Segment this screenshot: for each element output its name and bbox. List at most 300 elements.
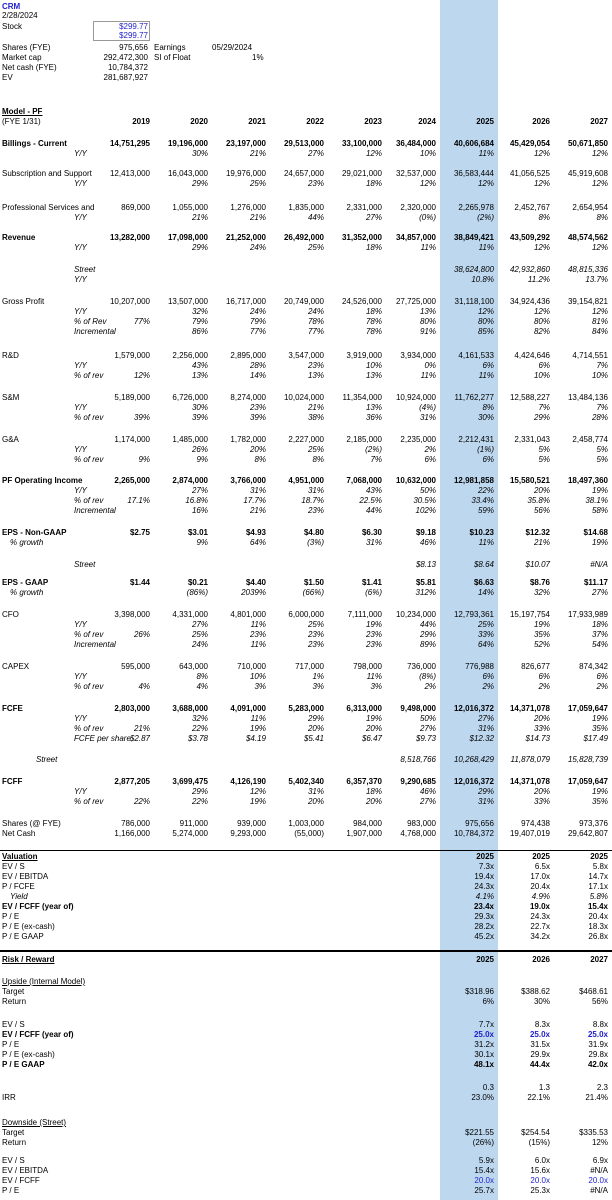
valuation-cell[interactable]: 6.5x <box>534 862 550 871</box>
cell[interactable]: $6.30 <box>361 528 382 537</box>
cell[interactable]: 21% <box>191 213 208 222</box>
cell[interactable]: 24% <box>249 307 266 316</box>
cell[interactable]: 1,055,000 <box>172 203 208 212</box>
cell[interactable]: $4.40 <box>245 578 266 587</box>
cell[interactable]: 11,878,079 <box>510 755 550 764</box>
cell[interactable]: $1.41 <box>361 578 382 587</box>
cell[interactable]: 6% <box>538 672 550 681</box>
cell[interactable]: 4,331,000 <box>172 610 208 619</box>
irr-cell[interactable]: 21.4% <box>585 1093 608 1102</box>
cell[interactable]: $12.32 <box>525 528 550 537</box>
irr-cell[interactable]: 23.0% <box>471 1093 494 1102</box>
cell[interactable]: 80% <box>533 317 550 326</box>
cell[interactable]: 29% <box>191 179 208 188</box>
cell[interactable]: 23% <box>307 506 324 515</box>
cell[interactable]: 37% <box>591 630 608 639</box>
valuation-cell[interactable]: 15.4x <box>587 902 608 911</box>
cell[interactable]: $17.49 <box>583 734 608 743</box>
cell[interactable]: 78% <box>365 327 382 336</box>
cell[interactable]: 21% <box>249 506 266 515</box>
cell[interactable]: 312% <box>415 588 436 597</box>
cell[interactable]: 31% <box>419 413 436 422</box>
cell[interactable]: 22% <box>477 486 494 495</box>
cell[interactable]: 2,803,000 <box>114 704 150 713</box>
cell[interactable]: 38,849,421 <box>453 233 494 242</box>
cell[interactable]: 78% <box>307 317 324 326</box>
cell[interactable]: 13% <box>419 307 436 316</box>
upside-row-cell[interactable]: 6% <box>482 997 494 1006</box>
cell[interactable]: 20% <box>533 486 550 495</box>
cell[interactable]: 12% <box>533 243 550 252</box>
valuation-cell[interactable]: 34.2x <box>530 932 550 941</box>
upside-multiple-row-cell[interactable]: 31.5x <box>530 1040 550 1049</box>
cell[interactable]: (2%) <box>365 445 382 454</box>
cell[interactable]: 13.7% <box>585 275 608 284</box>
cell[interactable]: 12% <box>419 179 436 188</box>
cell[interactable]: 1,174,000 <box>114 435 150 444</box>
cell[interactable]: $10.07 <box>525 560 550 569</box>
cell[interactable]: 56% <box>533 506 550 515</box>
cell[interactable]: (8%) <box>419 672 436 681</box>
cell[interactable]: 86% <box>191 327 208 336</box>
cell[interactable]: 2,458,774 <box>572 435 608 444</box>
cell[interactable]: 11% <box>478 149 494 158</box>
cell[interactable]: $14.73 <box>525 734 550 743</box>
cell[interactable]: 11% <box>478 371 494 380</box>
cell[interactable]: 11% <box>420 371 436 380</box>
cell[interactable]: 11% <box>420 243 436 252</box>
cell[interactable]: 31% <box>477 797 494 806</box>
date[interactable]: 2/28/2024 <box>2 11 38 20</box>
cell[interactable]: 12% <box>591 179 608 188</box>
cell[interactable]: 35.8% <box>527 496 550 505</box>
cell[interactable]: $2.87 <box>129 734 150 743</box>
cell[interactable]: 39% <box>249 413 266 422</box>
cell[interactable]: 19% <box>365 714 382 723</box>
cell[interactable]: 4,126,190 <box>230 777 266 786</box>
cell[interactable]: 32,537,000 <box>395 169 436 178</box>
cell[interactable]: 10,632,000 <box>395 476 436 485</box>
cell[interactable]: 80% <box>477 317 494 326</box>
cell[interactable]: 22% <box>191 797 208 806</box>
cell[interactable]: 19% <box>591 538 608 547</box>
cell[interactable]: 3,766,000 <box>230 476 266 485</box>
cell[interactable]: 717,000 <box>295 662 324 671</box>
cell[interactable]: 11% <box>250 714 266 723</box>
cell[interactable]: $1.44 <box>129 578 150 587</box>
upside-row-cell[interactable]: $388.62 <box>521 987 550 996</box>
cell[interactable]: 5% <box>596 455 608 464</box>
cell[interactable]: 10,234,000 <box>395 610 436 619</box>
cell[interactable]: 43,509,292 <box>509 233 550 242</box>
cell[interactable]: 10,924,000 <box>395 393 436 402</box>
valuation-cell[interactable]: 18.3x <box>588 922 608 931</box>
cell[interactable]: 29% <box>477 787 494 796</box>
cell[interactable]: 11% <box>366 672 382 681</box>
cell[interactable]: 14% <box>249 371 266 380</box>
year-header[interactable]: 2026 <box>532 117 550 126</box>
year-header[interactable]: 2024 <box>418 117 436 126</box>
cell[interactable]: 46% <box>419 538 436 547</box>
cell[interactable]: 15,197,754 <box>509 610 550 619</box>
cell[interactable]: 6% <box>482 455 494 464</box>
cell[interactable]: $5.81 <box>415 578 436 587</box>
cell[interactable]: 2,227,000 <box>288 435 324 444</box>
downside-row-cell[interactable]: (15%) <box>528 1138 550 1147</box>
cell[interactable]: 3,919,000 <box>346 351 382 360</box>
cell[interactable]: 23% <box>307 179 324 188</box>
cell[interactable]: $4.80 <box>303 528 324 537</box>
cell[interactable]: 10% <box>249 672 266 681</box>
cell[interactable]: 54% <box>591 640 608 649</box>
cell[interactable]: 2,452,767 <box>514 203 550 212</box>
valuation-cell[interactable]: 14.7x <box>588 872 608 881</box>
valuation-cell[interactable]: 20.4x <box>530 882 550 891</box>
cell[interactable]: 43% <box>191 361 208 370</box>
cell[interactable]: 29% <box>191 243 208 252</box>
cell[interactable]: 13,507,000 <box>167 297 208 306</box>
cell[interactable]: 39,154,821 <box>567 297 608 306</box>
cell[interactable]: 31% <box>249 486 266 495</box>
upside-multiple-row-cell[interactable]: 29.9x <box>530 1050 550 1059</box>
cell[interactable]: 2% <box>596 682 608 691</box>
cell[interactable]: 20,749,000 <box>283 297 324 306</box>
cell[interactable]: 2% <box>424 682 436 691</box>
cell[interactable]: 38,624,800 <box>453 265 494 274</box>
downside-multiple-row-cell[interactable]: 20.0x <box>588 1176 608 1185</box>
valuation-cell[interactable]: 19.4x <box>474 872 494 881</box>
cell[interactable]: 21% <box>533 538 550 547</box>
cell[interactable]: 85% <box>477 327 494 336</box>
cell[interactable]: 27% <box>365 213 382 222</box>
cell[interactable]: 2,256,000 <box>172 351 208 360</box>
cell[interactable]: 25% <box>477 620 494 629</box>
cell[interactable]: $1.50 <box>303 578 324 587</box>
upside-multiple-row-cell[interactable]: 7.7x <box>478 1020 494 1029</box>
downside-multiple-row-cell[interactable]: #N/A <box>590 1166 608 1175</box>
cell[interactable]: 29,513,000 <box>283 139 324 148</box>
cell[interactable]: 1,782,000 <box>230 435 266 444</box>
cell[interactable]: 6,000,000 <box>288 610 324 619</box>
cell[interactable]: 12% <box>133 371 150 380</box>
cell[interactable]: 33% <box>533 797 550 806</box>
cell[interactable]: 19% <box>249 724 266 733</box>
cell[interactable]: 2% <box>482 682 494 691</box>
info-value[interactable]: $299.77 <box>119 22 148 31</box>
cell[interactable]: $11.17 <box>583 578 608 587</box>
cell[interactable]: 38% <box>307 413 324 422</box>
cell[interactable]: 8,518,766 <box>400 755 436 764</box>
cell[interactable]: 27% <box>591 588 608 597</box>
cell[interactable]: 2,877,205 <box>114 777 150 786</box>
downside-multiple-row-cell[interactable]: 20.0x <box>474 1176 494 1185</box>
cell[interactable]: 1,907,000 <box>346 829 382 838</box>
cell[interactable]: 22% <box>191 724 208 733</box>
cell[interactable]: 31% <box>477 724 494 733</box>
upside-multiple-row-cell[interactable]: 48.1x <box>473 1060 494 1069</box>
cell[interactable]: 45,919,608 <box>567 169 608 178</box>
cell[interactable]: 5% <box>538 445 550 454</box>
cell[interactable]: (66%) <box>302 588 324 597</box>
cell[interactable]: 16,717,000 <box>225 297 266 306</box>
cell[interactable]: 17.7% <box>243 496 266 505</box>
year-header[interactable]: 2022 <box>306 117 324 126</box>
cell[interactable]: 24,526,000 <box>341 297 382 306</box>
cell[interactable]: 19% <box>533 620 550 629</box>
cell[interactable]: 3% <box>312 682 324 691</box>
downside-multiple-row-cell[interactable]: 15.4x <box>474 1166 494 1175</box>
valuation-cell[interactable]: 20.4x <box>588 912 608 921</box>
cell[interactable]: 2,895,000 <box>230 351 266 360</box>
cell[interactable]: 2,331,000 <box>346 203 382 212</box>
valuation-cell[interactable]: 29.3x <box>474 912 494 921</box>
cell[interactable]: 2,235,000 <box>400 435 436 444</box>
cell[interactable]: 2,265,000 <box>114 476 150 485</box>
cell[interactable]: 19,976,000 <box>225 169 266 178</box>
cell[interactable]: 798,000 <box>353 662 382 671</box>
cell[interactable]: 10,024,000 <box>283 393 324 402</box>
cell[interactable]: 77% <box>307 327 324 336</box>
cell[interactable]: 24,657,000 <box>283 169 324 178</box>
cell[interactable]: 736,000 <box>407 662 436 671</box>
valuation-cell[interactable]: 5.8% <box>589 892 608 901</box>
cell[interactable]: 21% <box>249 149 266 158</box>
upside-multiple-row-cell[interactable]: 31.2x <box>474 1040 494 1049</box>
cell[interactable]: 79% <box>191 317 208 326</box>
cell[interactable]: 19% <box>591 714 608 723</box>
cell[interactable]: 12% <box>477 307 494 316</box>
cell[interactable]: 874,342 <box>579 662 608 671</box>
cell[interactable]: 2,874,000 <box>172 476 208 485</box>
cell[interactable]: 7% <box>596 361 608 370</box>
irr-top-cell[interactable]: 0.3 <box>482 1083 494 1092</box>
cell[interactable]: 64% <box>249 538 266 547</box>
cell[interactable]: 33.4% <box>471 496 494 505</box>
cell[interactable]: 2039% <box>241 588 266 597</box>
downside-multiple-row-cell[interactable]: 6.0x <box>534 1156 550 1165</box>
cell[interactable]: 4,951,000 <box>288 476 324 485</box>
cell[interactable]: 21% <box>249 213 266 222</box>
info-value[interactable]: 10,784,372 <box>107 63 148 72</box>
cell[interactable]: 16% <box>191 506 208 515</box>
cell[interactable]: 983,000 <box>407 819 436 828</box>
year-header[interactable]: 2019 <box>132 117 150 126</box>
cell[interactable]: 6,726,000 <box>172 393 208 402</box>
cell[interactable]: 77% <box>249 327 266 336</box>
cell[interactable]: 19,196,000 <box>167 139 208 148</box>
cell[interactable]: 82% <box>533 327 550 336</box>
cell[interactable]: $5.41 <box>303 734 324 743</box>
cell[interactable]: 7% <box>538 403 550 412</box>
cell[interactable]: 23% <box>307 630 324 639</box>
cell[interactable]: 19% <box>591 787 608 796</box>
cell[interactable]: 9% <box>138 455 150 464</box>
cell[interactable]: 2,320,000 <box>400 203 436 212</box>
cell[interactable]: 16,043,000 <box>167 169 208 178</box>
cell[interactable]: 26,492,000 <box>283 233 324 242</box>
cell[interactable]: 9,290,685 <box>400 777 436 786</box>
valuation-cell[interactable]: 17.0x <box>530 872 550 881</box>
cell[interactable]: 27% <box>191 620 208 629</box>
cell[interactable]: 12% <box>533 307 550 316</box>
cell[interactable]: 19% <box>365 620 382 629</box>
cell[interactable]: 984,000 <box>353 819 382 828</box>
cell[interactable]: 12% <box>591 149 608 158</box>
cell[interactable]: #N/A <box>590 560 608 569</box>
cell[interactable]: 32% <box>191 307 208 316</box>
cell[interactable]: 12% <box>591 243 608 252</box>
cell[interactable]: 7% <box>596 403 608 412</box>
upside-multiple-row-cell[interactable]: 42.0x <box>587 1060 608 1069</box>
cell[interactable]: $12.32 <box>469 734 494 743</box>
cell[interactable]: 17,059,647 <box>567 777 608 786</box>
cell[interactable]: 22.5% <box>359 496 382 505</box>
cell[interactable]: 12% <box>477 179 494 188</box>
cell[interactable]: 9% <box>196 455 208 464</box>
cell[interactable]: 10.8% <box>471 275 494 284</box>
cell[interactable]: 12,016,372 <box>453 777 494 786</box>
cell[interactable]: $2.75 <box>129 528 150 537</box>
cell[interactable]: 6% <box>482 361 494 370</box>
cell[interactable]: 826,677 <box>521 662 550 671</box>
cell[interactable]: 1,003,000 <box>288 819 324 828</box>
valuation-cell[interactable]: 26.8x <box>588 932 608 941</box>
cell[interactable]: $3.78 <box>187 734 208 743</box>
cell[interactable]: 973,376 <box>579 819 608 828</box>
cell[interactable]: (4%) <box>419 403 436 412</box>
cell[interactable]: (6%) <box>365 588 382 597</box>
cell[interactable]: 23,197,000 <box>225 139 266 148</box>
cell[interactable]: (3%) <box>307 538 324 547</box>
cell[interactable]: 3,934,000 <box>400 351 436 360</box>
cell[interactable]: 27% <box>419 797 436 806</box>
risk-year[interactable]: 2026 <box>532 955 550 964</box>
cell[interactable]: 4,714,551 <box>572 351 608 360</box>
cell[interactable]: 3,688,000 <box>172 704 208 713</box>
cell[interactable]: 1,166,000 <box>114 829 150 838</box>
cell[interactable]: $6.63 <box>473 578 494 587</box>
cell[interactable]: 939,000 <box>237 819 266 828</box>
cell[interactable]: 12% <box>249 787 266 796</box>
cell[interactable]: $8.64 <box>473 560 494 569</box>
cell[interactable]: 33% <box>477 630 494 639</box>
cell[interactable]: 8% <box>482 403 494 412</box>
downside-multiple-row-cell[interactable]: 15.6x <box>530 1166 550 1175</box>
cell[interactable]: 64% <box>477 640 494 649</box>
cell[interactable]: 23% <box>249 630 266 639</box>
cell[interactable]: 4% <box>138 682 150 691</box>
cell[interactable]: (2%) <box>477 213 494 222</box>
cell[interactable]: 18% <box>365 307 382 316</box>
cell[interactable]: 17,098,000 <box>167 233 208 242</box>
cell[interactable]: 19% <box>591 486 608 495</box>
cell[interactable]: 23% <box>307 640 324 649</box>
cell[interactable]: 50% <box>419 714 436 723</box>
cell[interactable]: 25% <box>307 243 324 252</box>
cell[interactable]: 39% <box>133 413 150 422</box>
upside-row-cell[interactable]: $318.96 <box>465 987 494 996</box>
year-header[interactable]: 2020 <box>190 117 208 126</box>
cell[interactable]: 11% <box>250 640 266 649</box>
cell[interactable]: 6% <box>482 672 494 681</box>
downside-row-cell[interactable]: 12% <box>591 1138 608 1147</box>
cell[interactable]: 8% <box>196 672 208 681</box>
valuation-year[interactable]: 2025 <box>590 852 608 861</box>
risk-year[interactable]: 2027 <box>590 955 608 964</box>
downside-multiple-row-cell[interactable]: 25.7x <box>474 1186 494 1195</box>
cell[interactable]: 12,793,361 <box>453 610 494 619</box>
cell[interactable]: 1,835,000 <box>288 203 324 212</box>
info-extra-value[interactable]: 05/29/2024 <box>212 43 253 52</box>
cell[interactable]: 12% <box>533 149 550 158</box>
cell[interactable]: 23% <box>249 403 266 412</box>
cell[interactable]: 18% <box>365 787 382 796</box>
cell[interactable]: $9.18 <box>415 528 436 537</box>
downside-row-cell[interactable]: $221.55 <box>465 1128 494 1137</box>
irr-cell[interactable]: 22.1% <box>527 1093 550 1102</box>
cell[interactable]: 7% <box>370 455 382 464</box>
cell[interactable]: 33,100,000 <box>341 139 382 148</box>
cell[interactable]: 20% <box>365 724 382 733</box>
valuation-cell[interactable]: 4.1% <box>475 892 494 901</box>
downside-multiple-row-cell[interactable]: 25.3x <box>530 1186 550 1195</box>
cell[interactable]: 23% <box>307 361 324 370</box>
valuation-cell[interactable]: 45.2x <box>474 932 494 941</box>
cell[interactable]: 12,588,227 <box>509 393 550 402</box>
cell[interactable]: 26% <box>191 445 208 454</box>
irr-top-cell[interactable]: 1.3 <box>538 1083 550 1092</box>
cell[interactable]: 9,498,000 <box>400 704 436 713</box>
cell[interactable]: 81% <box>591 317 608 326</box>
cell[interactable]: 12% <box>533 179 550 188</box>
valuation-cell[interactable]: 4.9% <box>531 892 550 901</box>
cell[interactable]: 13,282,000 <box>109 233 150 242</box>
cell[interactable]: 14% <box>477 588 494 597</box>
cell[interactable]: 59% <box>477 506 494 515</box>
cell[interactable]: 40,606,684 <box>453 139 494 148</box>
cell[interactable]: 5% <box>538 455 550 464</box>
valuation-cell[interactable]: 19.0x <box>529 902 550 911</box>
cell[interactable]: 2,654,954 <box>572 203 608 212</box>
year-header[interactable]: 2027 <box>590 117 608 126</box>
cell[interactable]: 38.1% <box>585 496 608 505</box>
cell[interactable]: 8,274,000 <box>230 393 266 402</box>
cell[interactable]: 10% <box>591 371 608 380</box>
cell[interactable]: 16.8% <box>185 496 208 505</box>
cell[interactable]: (86%) <box>186 588 208 597</box>
cell[interactable]: 911,000 <box>179 819 208 828</box>
cell[interactable]: 48,574,562 <box>567 233 608 242</box>
cell[interactable]: $0.21 <box>187 578 208 587</box>
downside-multiple-row-cell[interactable]: #N/A <box>590 1186 608 1195</box>
upside-multiple-row-cell[interactable]: 29.8x <box>588 1050 608 1059</box>
valuation-cell[interactable]: 24.3x <box>474 882 494 891</box>
cell[interactable]: 10,207,000 <box>109 297 150 306</box>
cell[interactable]: 4,091,000 <box>230 704 266 713</box>
cell[interactable]: 43% <box>365 486 382 495</box>
cell[interactable]: 27% <box>307 149 324 158</box>
cell[interactable]: 48,815,336 <box>567 265 608 274</box>
cell[interactable]: 3,547,000 <box>288 351 324 360</box>
cell[interactable]: 20% <box>533 714 550 723</box>
cell[interactable]: 30% <box>477 413 494 422</box>
cell[interactable]: 23% <box>365 630 382 639</box>
cell[interactable]: 8% <box>312 455 324 464</box>
cell[interactable]: 15,828,739 <box>567 755 608 764</box>
cell[interactable]: 7,068,000 <box>346 476 382 485</box>
cell[interactable]: 27% <box>477 714 494 723</box>
info-value[interactable]: 281,687,927 <box>103 73 148 82</box>
